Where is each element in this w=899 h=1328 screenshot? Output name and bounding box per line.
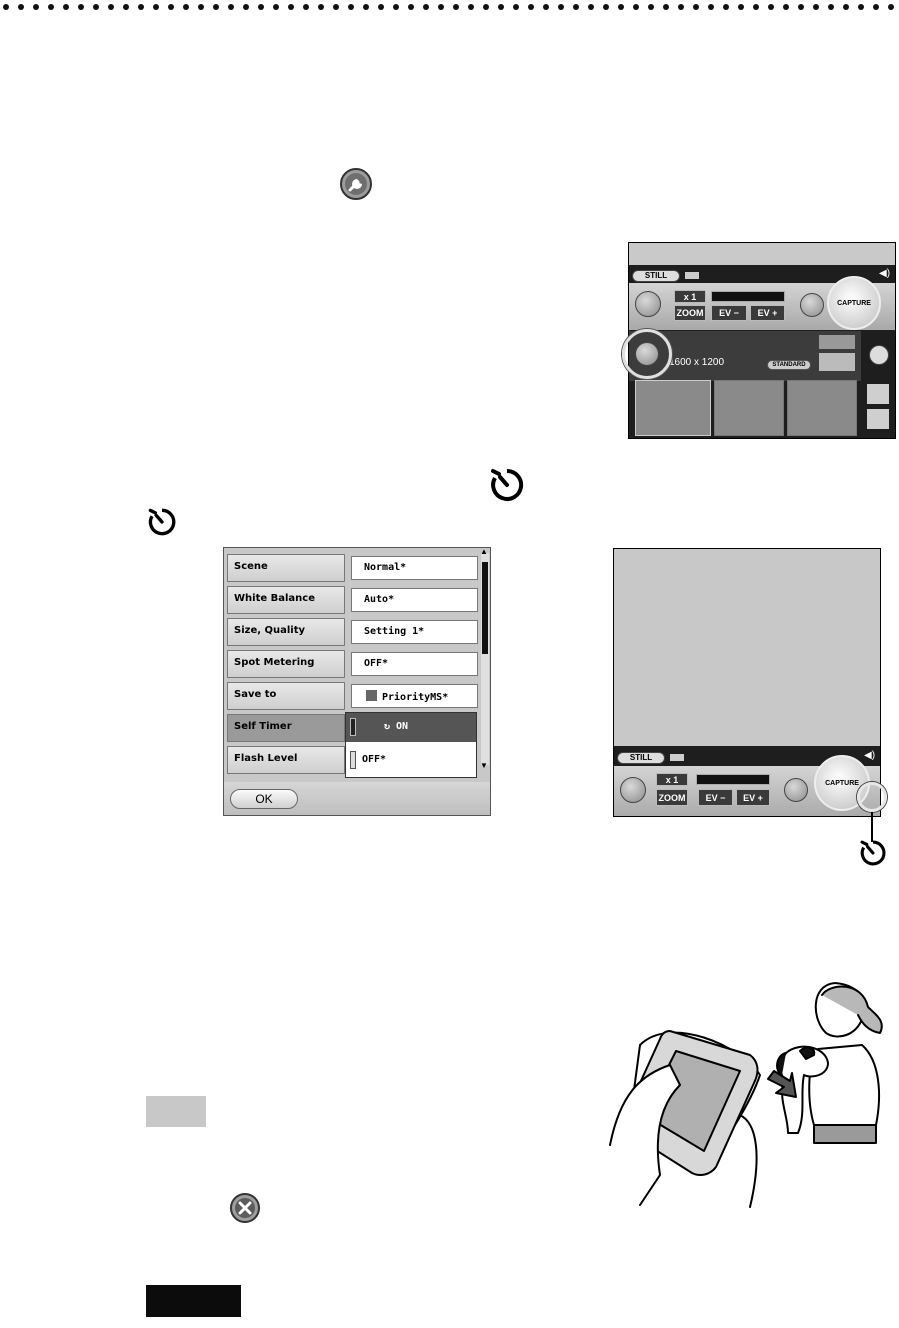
memory-stick-icon: [366, 690, 377, 701]
thumbnail-3[interactable]: [787, 380, 857, 436]
callout-line: [871, 812, 873, 842]
camera-screen-bottom: [613, 548, 881, 817]
ev-plus-button[interactable]: EV +: [736, 789, 770, 806]
mode-switch-icon[interactable]: [620, 777, 646, 803]
thumbnail-1[interactable]: [635, 380, 711, 436]
dropdown-option-off[interactable]: [346, 745, 476, 775]
menu-label: Scene: [227, 554, 345, 582]
size-icon[interactable]: [819, 335, 855, 349]
menu-value[interactable]: OFF*: [351, 652, 478, 676]
option-indicator: [350, 751, 356, 769]
mode-switch-icon[interactable]: [635, 291, 661, 317]
option-indicator: [350, 718, 356, 736]
trash-icon[interactable]: [867, 384, 889, 404]
option-on-label: ON: [396, 721, 409, 732]
ev-minus-button[interactable]: EV −: [698, 789, 733, 806]
playback-icon[interactable]: [869, 345, 889, 365]
menu-value[interactable]: Setting 1*: [351, 620, 478, 644]
menu-label: Save to: [227, 682, 345, 710]
self-timer-dropdown: [345, 712, 477, 778]
self-timer-usage-illustration: [600, 975, 890, 1215]
folder-icon[interactable]: [867, 409, 889, 429]
resolution-text: 1600 x 1200: [669, 357, 725, 368]
thumbnail-2[interactable]: [714, 380, 784, 436]
ev-slider[interactable]: [711, 291, 785, 302]
capture-label: CAPTURE: [825, 779, 859, 787]
note-label-box: [146, 1096, 206, 1127]
menu-label: White Balance: [227, 586, 345, 614]
wrench-icon[interactable]: [339, 167, 373, 201]
timer-indicator-highlight: [857, 782, 887, 812]
mode-badge: STILL: [632, 270, 680, 282]
save-to-value: PriorityMS*: [382, 692, 449, 703]
battery-icon: [670, 754, 684, 761]
menu-value[interactable]: Auto*: [351, 588, 478, 612]
storage-icon[interactable]: [819, 353, 855, 371]
close-icon[interactable]: [229, 1192, 261, 1224]
flash-icon[interactable]: [784, 778, 808, 802]
option-off-label: OFF*: [362, 754, 387, 765]
self-timer-icon: [147, 507, 177, 537]
ok-button[interactable]: OK: [230, 789, 298, 809]
self-timer-icon: [859, 839, 887, 867]
scroll-up-arrow[interactable]: ▲: [480, 547, 488, 556]
menu-label: Self Timer: [227, 714, 345, 742]
ev-minus-button[interactable]: EV −: [711, 305, 747, 321]
menu-label: Size, Quality: [227, 618, 345, 646]
battery-icon: [685, 272, 699, 279]
menu-value[interactable]: Normal*: [351, 556, 478, 580]
settings-wrench-icon[interactable]: [635, 342, 659, 366]
zoom-value: x 1: [674, 290, 706, 303]
menu-row-size-quality[interactable]: [227, 618, 478, 646]
capture-label: CAPTURE: [837, 299, 871, 307]
quality-badge: STANDARD: [767, 360, 811, 370]
menu-row-spot-metering[interactable]: [227, 650, 478, 678]
speaker-icon[interactable]: ◀): [864, 750, 876, 761]
self-timer-icon: ↻: [384, 721, 391, 732]
dropdown-option-on[interactable]: [346, 713, 476, 742]
mode-badge: STILL: [617, 752, 665, 764]
self-timer-icon: [489, 467, 525, 503]
zoom-value: x 1: [656, 773, 688, 786]
viewfinder: [614, 549, 881, 746]
menu-row-scene[interactable]: [227, 554, 478, 582]
menu-scroll-thumb[interactable]: [482, 562, 488, 654]
menu-value[interactable]: [351, 684, 478, 708]
scroll-down-arrow[interactable]: ▼: [480, 761, 488, 770]
menu-label: Spot Metering: [227, 650, 345, 678]
ev-slider[interactable]: [696, 774, 770, 785]
notes-heading-box: [146, 1285, 241, 1317]
ev-plus-button[interactable]: EV +: [750, 305, 785, 321]
speaker-icon[interactable]: ◀): [879, 268, 891, 279]
zoom-button[interactable]: ZOOM: [656, 789, 688, 806]
menu-row-save-to[interactable]: [227, 682, 478, 710]
menu-label: Flash Level: [227, 746, 345, 774]
capture-button[interactable]: [827, 276, 881, 330]
zoom-button[interactable]: ZOOM: [674, 305, 706, 321]
menu-row-white-balance[interactable]: [227, 586, 478, 614]
flash-icon[interactable]: [800, 293, 824, 317]
top-dotted-border: [0, 0, 899, 14]
